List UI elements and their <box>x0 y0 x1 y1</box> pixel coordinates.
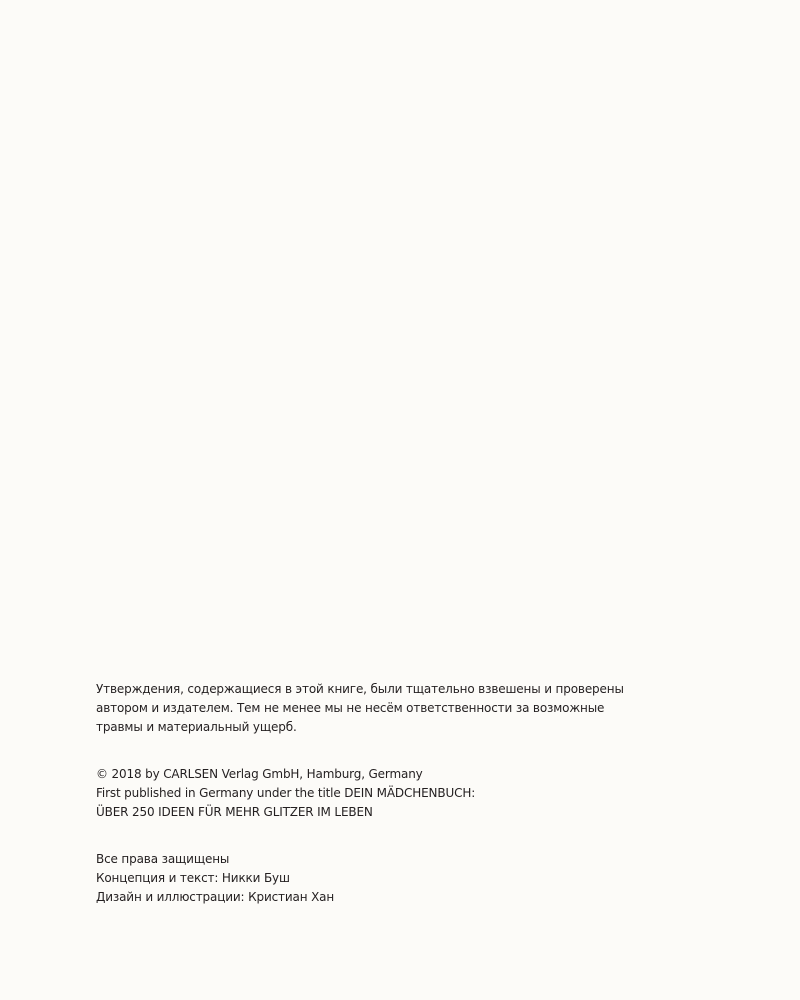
author-credit-line: Концепция и текст: Никки Буш <box>96 871 290 885</box>
disclaimer-line: Утверждения, содержащиеся в этой книге, были тщательно взвешены и проверены <box>96 682 624 696</box>
disclaimer-paragraph <box>96 680 736 737</box>
illustrator-credit-line: Дизайн и иллюстрации: Кристиан Хан <box>96 890 335 904</box>
copyright-line: © 2018 by CARLSEN Verlag GmbH, Hamburg, Germany <box>96 767 423 781</box>
imprint-section <box>96 680 736 907</box>
original-title-line: ÜBER 250 IDEEN FÜR MEHR GLITZER IM LEBEN <box>96 805 373 819</box>
credits-block <box>96 850 736 907</box>
copyright-notice <box>96 765 736 822</box>
rights-reserved-line: Все права защищены <box>96 852 230 866</box>
original-title-line: First published in Germany under the title DEIN MÄDCHENBUCH: <box>96 786 476 800</box>
disclaimer-line: травмы и материальный ущерб. <box>96 720 297 734</box>
disclaimer-line: автором и издателем. Тем не менее мы не несём ответственности за возможные <box>96 701 605 715</box>
